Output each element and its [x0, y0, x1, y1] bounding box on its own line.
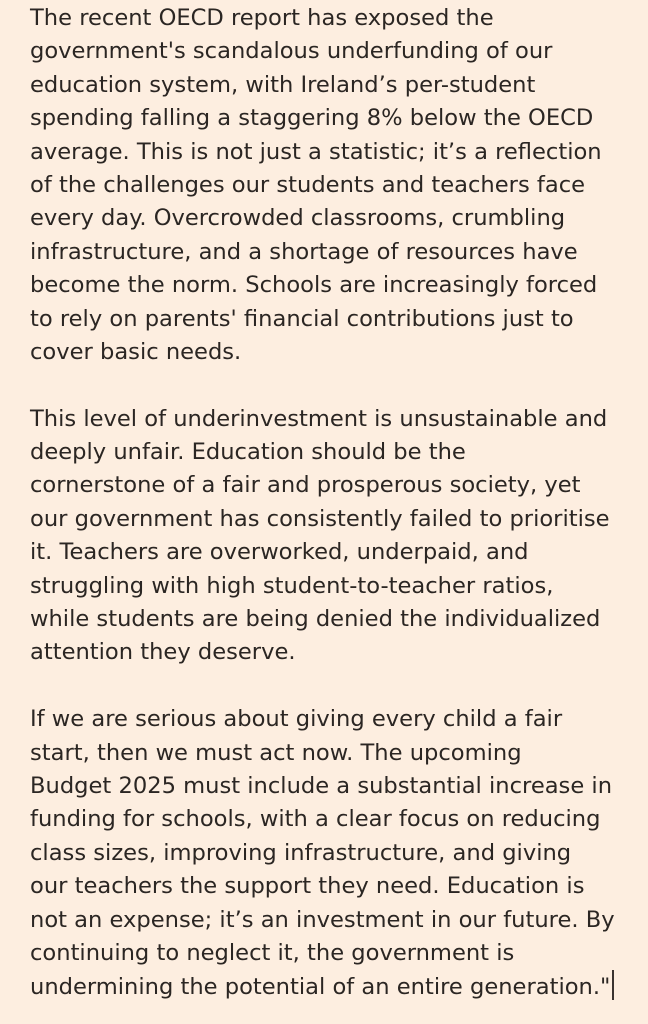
text-line: of the challenges our students and teachers face: [30, 171, 586, 198]
text-line: our teachers the support they need. Education is: [30, 873, 585, 900]
text-line: struggling with high student-to-teacher ratios,: [30, 572, 554, 599]
text-line: funding for schools, with a clear focus on reducing: [30, 806, 601, 833]
paragraph-3: [30, 703, 642, 1004]
text-line: start, then we must act now. The upcoming: [30, 739, 522, 766]
text-line: cover basic needs.: [30, 338, 242, 365]
text-line: while students are being denied the individualized: [30, 606, 601, 633]
text-line: every day. Overcrowded classrooms, crumbling: [30, 205, 566, 232]
text-line: continuing to neglect it, the government is: [30, 939, 515, 966]
text-line: it. Teachers are overworked, underpaid, and: [30, 539, 529, 566]
text-editor[interactable]: [30, 2, 642, 1004]
paragraph-1: [30, 2, 642, 369]
text-cursor: [612, 970, 614, 1000]
text-line: average. This is not just a statistic; it’s a reflection: [30, 138, 602, 165]
text-line: government's scandalous underfunding of our: [30, 38, 553, 65]
text-line: This level of underinvestment is unsustainable and: [30, 405, 608, 432]
paragraph-spacer: [30, 670, 642, 703]
text-line: not an expense; it’s an investment in our future. By: [30, 906, 615, 933]
text-line: become the norm. Schools are increasingly forced: [30, 272, 598, 299]
text-line: The recent OECD report has exposed the: [30, 5, 494, 31]
text-line: to rely on parents' financial contributions just to: [30, 305, 574, 332]
text-line: our government has consistently failed to prioritise: [30, 505, 610, 532]
text-line: deeply unfair. Education should be the: [30, 439, 466, 466]
text-line: spending falling a staggering 8% below the OECD: [30, 105, 594, 132]
text-line: education system, with Ireland’s per-student: [30, 71, 536, 98]
text-line: cornerstone of a fair and prosperous society, yet: [30, 472, 581, 499]
text-line: class sizes, improving infrastructure, and giving: [30, 839, 572, 866]
text-line: If we are serious about giving every child a fair: [30, 706, 563, 733]
paragraph-2: [30, 403, 642, 670]
paragraph-spacer: [30, 369, 642, 402]
text-line-content: undermining the potential of an entire generation.": [30, 974, 611, 1001]
text-line: Budget 2025 must include a substantial increase in: [30, 772, 613, 799]
text-line: infrastructure, and a shortage of resources have: [30, 238, 578, 265]
text-line-last: [30, 970, 642, 1003]
text-line: attention they deserve.: [30, 639, 296, 666]
